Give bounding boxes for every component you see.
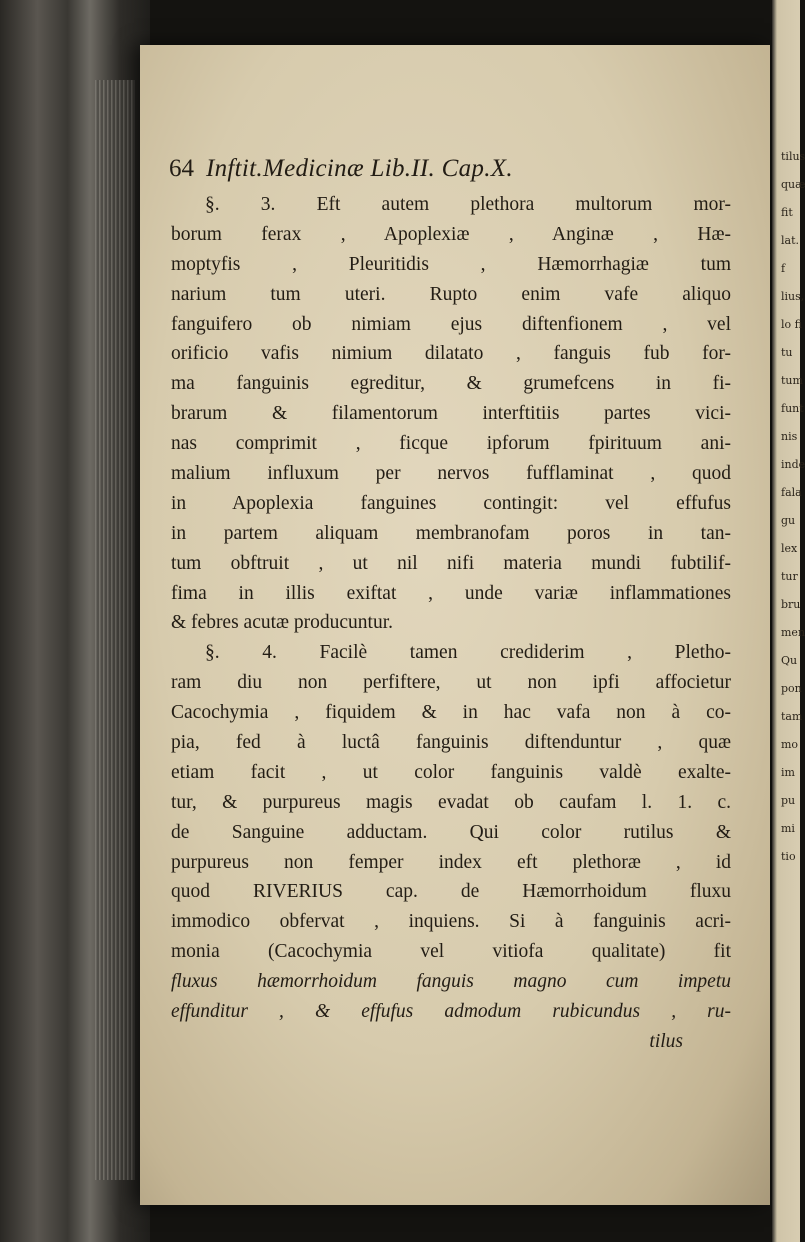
- adjacent-page-fragment: quæ: [781, 178, 805, 191]
- text-line: Cacochymia , fiquidem & in hac vafa non à co-: [171, 702, 731, 724]
- text-line: effunditur , & effufus admodum rubicundus , ru-: [171, 1001, 731, 1023]
- adjacent-page-fragment: fit: [781, 206, 793, 219]
- left-background: [0, 0, 150, 1242]
- adjacent-page-fragment: f: [781, 262, 786, 275]
- text-line: fima in illis exiftat , unde variæ inflammationes: [171, 582, 731, 604]
- running-title: Inftit.Medicinæ Lib.II. Cap.X.: [206, 155, 513, 182]
- text-line: fluxus hæmorrhoidum fanguis magno cum impetu: [171, 971, 731, 993]
- text-line: orificio vafis nimium dilatato , fanguis fub for-: [171, 343, 731, 365]
- text-line: brarum & filamentorum interftitiis partes vici-: [171, 403, 731, 425]
- adjacent-page-fragment: inde: [781, 458, 805, 471]
- text-line: fanguifero ob nimiam ejus diftenfionem , vel: [171, 313, 731, 335]
- adjacent-page-fragment: mi: [781, 822, 795, 835]
- adjacent-page-fragment: funt: [781, 402, 804, 415]
- adjacent-page-fragment: tum: [781, 374, 803, 387]
- adjacent-page-fragment: lius,: [781, 290, 805, 303]
- text-line: moptyfis , Pleuritidis , Hæmorrhagiæ tum: [171, 253, 731, 275]
- body-text: [171, 190, 731, 1057]
- text-line: immodico obfervat , inquiens. Si à fanguinis acri-: [171, 911, 731, 933]
- text-line: malium influxum per nervos fufflaminat , quod: [171, 463, 731, 485]
- adjacent-page-fragment: tam: [781, 710, 803, 723]
- adjacent-page-fragment: nis: [781, 430, 798, 443]
- text-line: ma fanguinis egreditur, & grumefcens in fi-: [171, 373, 731, 395]
- page-number: 64: [169, 155, 194, 182]
- text-line: de Sanguine adductam. Qui color rutilus &: [171, 821, 731, 843]
- adjacent-page-fragment: men: [781, 626, 805, 639]
- text-line: in Apoplexia fanguines contingit: vel effufus: [171, 492, 731, 514]
- text-line: ram diu non perfiftere, ut non ipfi affocietur: [171, 672, 731, 694]
- adjacent-page-fragment: Qu: [781, 654, 798, 667]
- text-line: borum ferax , Apoplexiæ , Anginæ , Hæ-: [171, 223, 731, 245]
- text-line: quod RIVERIUS cap. de Hæmorrhoidum fluxu: [171, 881, 731, 903]
- text-line: purpureus non femper index eft plethoræ , id: [171, 851, 731, 873]
- catchword: tilus: [649, 1030, 683, 1052]
- book-page-edges: [95, 80, 135, 1180]
- adjacent-page-fragment: tur: [781, 570, 798, 583]
- adjacent-page-fragment: lat.: [781, 234, 799, 247]
- text-line: nas comprimit , ficque ipforum fpirituum ani-: [171, 433, 731, 455]
- page-header: [169, 155, 513, 183]
- text-line: pia, fed à luctâ fanguinis diftenduntur , quæ: [171, 732, 731, 754]
- text-line: & febres acutæ producuntur.: [171, 612, 394, 634]
- adjacent-page-fragment: lo fi: [781, 318, 802, 331]
- text-line: §. 4. Facilè tamen crediderim , Pletho-: [205, 642, 731, 664]
- text-line: in partem aliquam membranofam poros in tan-: [171, 522, 731, 544]
- adjacent-page-fragment: tu: [781, 346, 793, 359]
- adjacent-page-fragment: tio: [781, 850, 796, 863]
- adjacent-page-fragment: im: [781, 766, 795, 779]
- text-line: monia (Cacochymia vel vitiofa qualitate) fit: [171, 941, 731, 963]
- adjacent-page-fragment: bru: [781, 598, 801, 611]
- adjacent-page-strip: [772, 0, 805, 1242]
- adjacent-page-fragment: pon: [781, 682, 802, 695]
- adjacent-page-fragment: fala: [781, 486, 802, 499]
- text-line: etiam facit , ut color fanguinis valdè exalte-: [171, 761, 731, 783]
- adjacent-page-fragment: gu: [781, 514, 796, 527]
- text-line: narium tum uteri. Rupto enim vafe aliquo: [171, 283, 731, 305]
- adjacent-page-fragment: tilus: [781, 150, 805, 163]
- text-line: tum obftruit , ut nil nifi materia mundi fubtilif-: [171, 552, 731, 574]
- adjacent-page-fragment: mo: [781, 738, 799, 751]
- text-line: §. 3. Eft autem plethora multorum mor-: [205, 194, 731, 215]
- adjacent-page-fragment: pu: [781, 794, 796, 807]
- text-line: tur, & purpureus magis evadat ob caufam l. 1. c.: [171, 791, 731, 813]
- adjacent-page-fragment: lex: [781, 542, 798, 555]
